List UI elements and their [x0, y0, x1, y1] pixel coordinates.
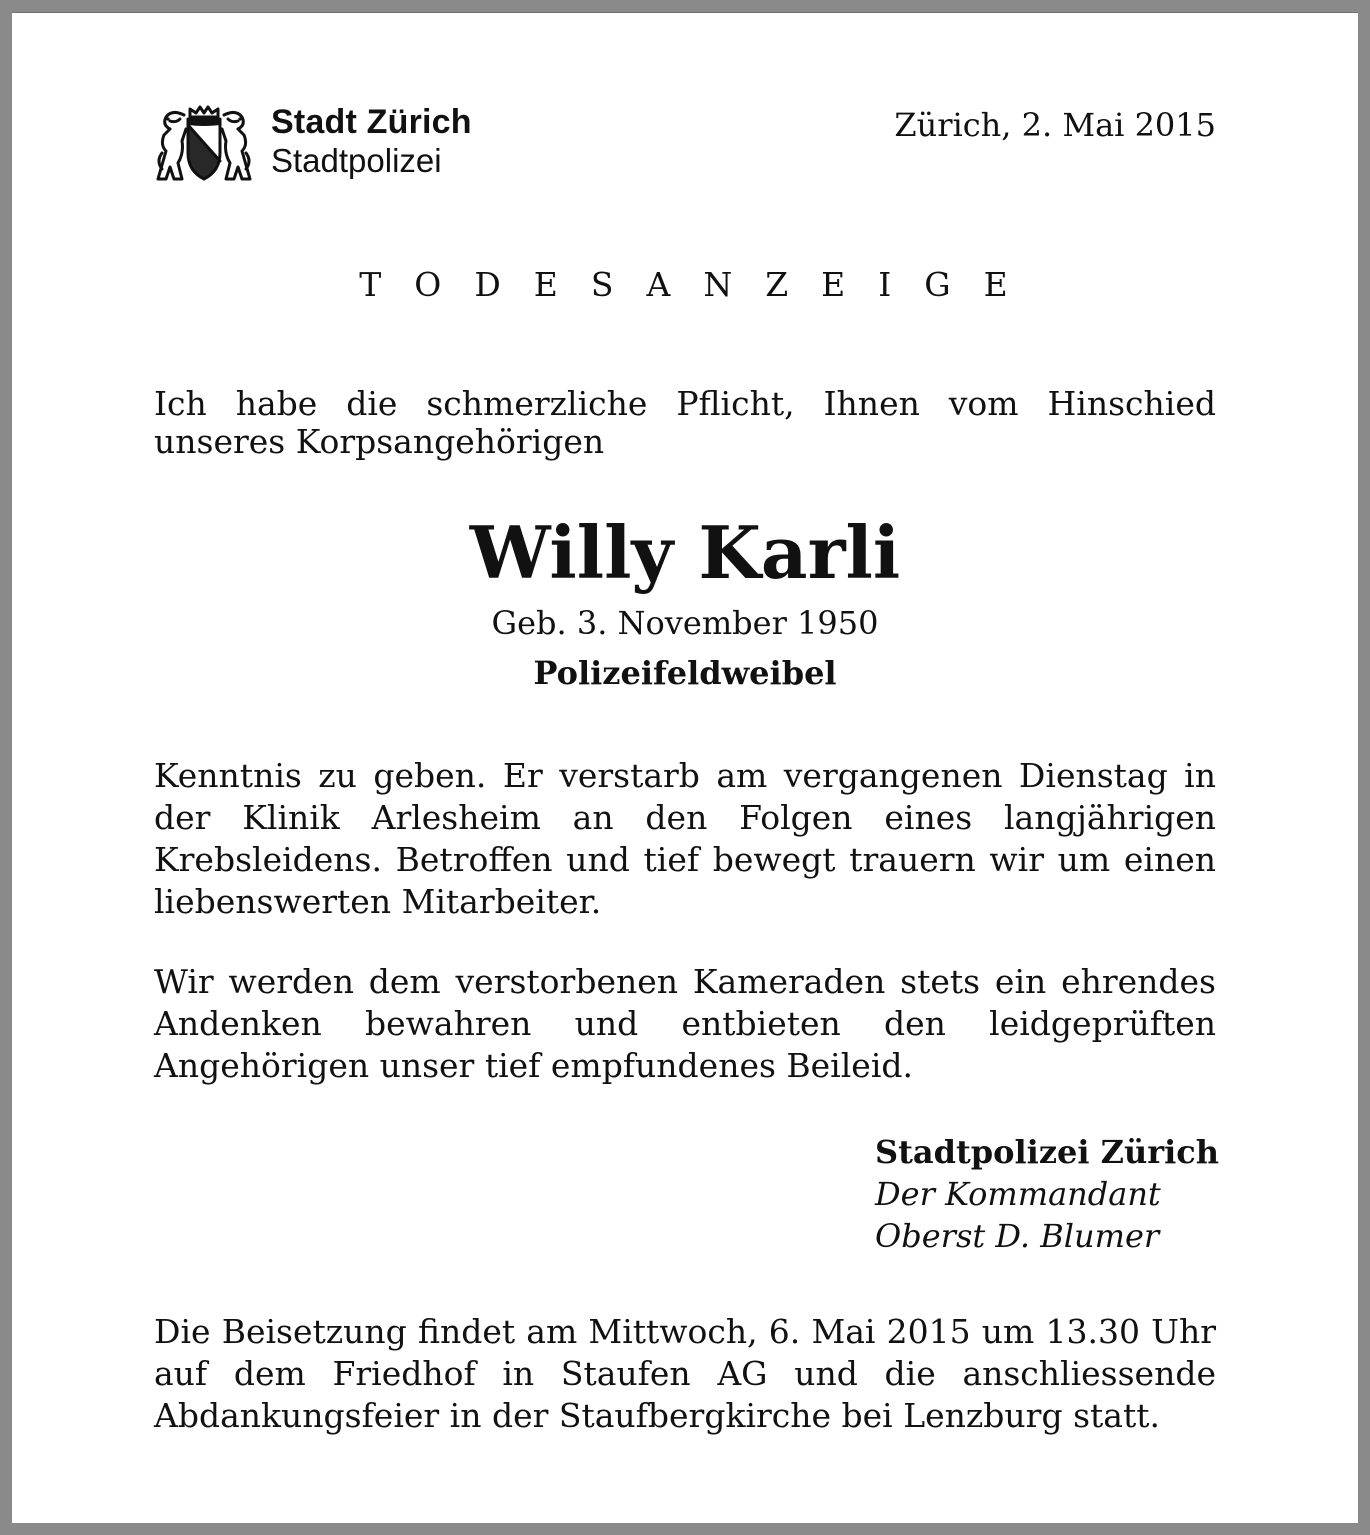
funeral-paragraph: Die Beisetzung findet am Mittwoch, 6. Mai 2015 um 13.30 Uhr auf dem Friedhof in Staufen AG und die anschliessende Abdankungsfeier in der Staufbergkirche bei Lenzburg statt.	[154, 1312, 1216, 1435]
coat-of-arms-icon	[154, 105, 254, 185]
intro-paragraph: Ich habe die schmerzliche Pflicht, Ihnen vom Hinschied unseres Korpsangehörigen	[154, 384, 1216, 461]
deceased-name: Willy Karli	[469, 510, 901, 595]
document-title: TODESANZEIGE	[359, 265, 1041, 304]
document-date: Zürich, 2. Mai 2015	[894, 106, 1216, 144]
org-name: Stadt Zürich	[271, 103, 472, 141]
document-page	[12, 12, 1358, 1523]
signature-role: Der Kommandant	[875, 1175, 1161, 1213]
body-paragraph-1: Kenntnis zu geben. Er verstarb am vergangenen Dienstag in der Klinik Arlesheim an den Folgen eines langjährigen Krebsleidens. Betroffen und tief bewegt trauern wir um einen liebenswerten Mitarbeiter.	[154, 756, 1216, 921]
birth-date: Geb. 3. November 1950	[491, 604, 879, 642]
org-subtitle: Stadtpolizei	[271, 142, 442, 179]
body-paragraph-2: Wir werden dem verstorbenen Kameraden stets ein ehrendes Andenken bewahren und entbieten den leidgeprüften Angehörigen unser tief empfundenes Beileid.	[154, 962, 1216, 1085]
rank: Polizeifeldweibel	[533, 654, 837, 692]
signature-block	[875, 1131, 1219, 1257]
signature-name: Oberst D. Blumer	[875, 1217, 1160, 1255]
signature-org: Stadtpolizei Zürich	[875, 1133, 1220, 1171]
